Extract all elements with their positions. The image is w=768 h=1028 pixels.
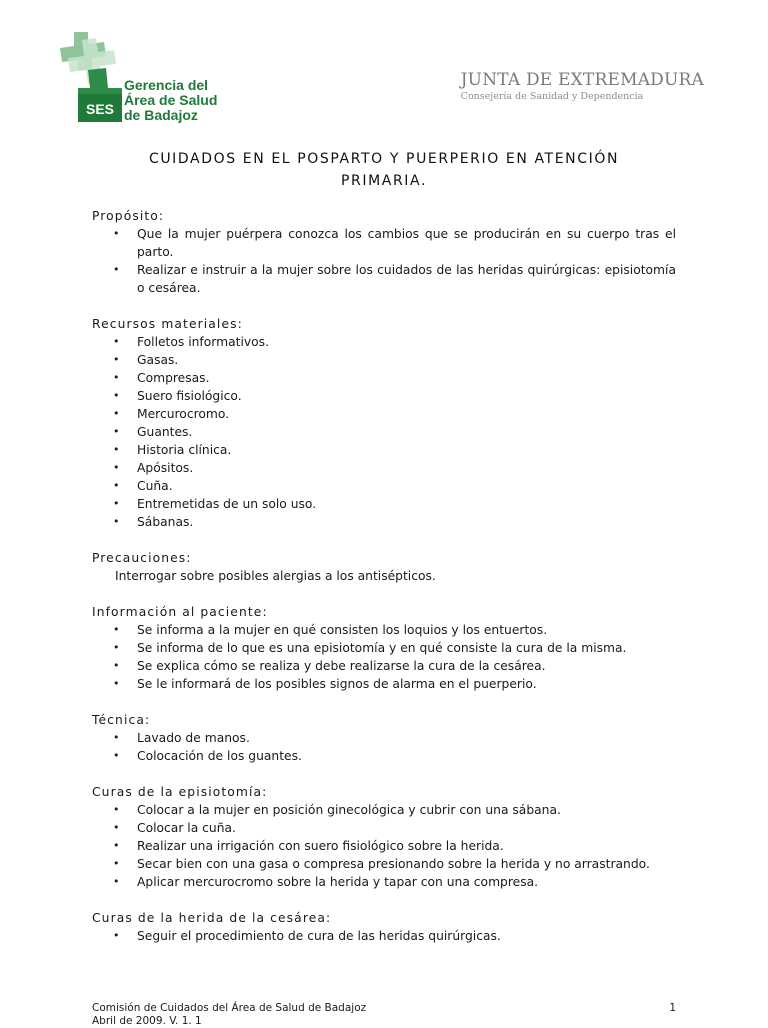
bullet-list — [92, 621, 676, 693]
list-item: • Compresas. — [92, 369, 676, 387]
list-item: • Se informa de lo que es una episiotomía y en qué consiste la cura de la misma. — [92, 639, 676, 657]
section-proposito — [92, 207, 676, 297]
list-item: • Se explica cómo se realiza y debe realizarse la cura de la cesárea. — [92, 657, 676, 675]
list-item: • Secar bien con una gasa o compresa presionando sobre la herida y no arrastrando. — [92, 855, 676, 873]
list-item: • Historia clínica. — [92, 441, 676, 459]
bullet-list — [92, 225, 676, 297]
bullet-list — [92, 801, 676, 891]
list-item: • Sábanas. — [92, 513, 676, 531]
section-title: Curas de la episiotomía: — [92, 785, 268, 799]
bullet-list — [92, 729, 676, 765]
document-title — [100, 148, 668, 192]
bullet-list — [92, 927, 676, 945]
list-item: • Mercurocromo. — [92, 405, 676, 423]
section-episiotomia — [92, 783, 676, 891]
list-item: • Apósitos. — [92, 459, 676, 477]
list-item: • Cuña. — [92, 477, 676, 495]
paragraph: Interrogar sobre posibles alergias a los antisépticos. — [115, 569, 436, 583]
list-item: • Se le informará de los posibles signos de alarma en el puerperio. — [92, 675, 676, 693]
ses-abbr: SES — [85, 101, 115, 117]
section-title: Técnica: — [92, 713, 151, 727]
section-tecnica — [92, 711, 676, 765]
title-line-2: PRIMARIA. — [341, 173, 427, 189]
section-cesarea — [92, 909, 676, 945]
document-body — [92, 207, 676, 963]
list-item: • Colocar la cuña. — [92, 819, 676, 837]
page-number: 1 — [669, 1002, 676, 1014]
section-title: Curas de la herida de la cesárea: — [92, 911, 332, 925]
list-item: • Se informa a la mujer en qué consisten los loquios y los entuertos. — [92, 621, 676, 639]
section-recursos — [92, 315, 676, 531]
list-item: • Folletos informativos. — [92, 333, 676, 351]
list-item: • Colocación de los guantes. — [92, 747, 676, 765]
list-item: • Suero fisiológico. — [92, 387, 676, 405]
logo-text — [124, 78, 217, 123]
list-item: • Entremetidas de un solo uso. — [92, 495, 676, 513]
logo-line-3: de Badajoz — [124, 107, 198, 123]
ses-cross-logo-icon — [58, 30, 124, 125]
footer-line-1: Comisión de Cuidados del Área de Salud de Badajoz — [92, 1002, 367, 1014]
list-item: • Colocar a la mujer en posición ginecológica y cubrir con una sábana. — [92, 801, 676, 819]
list-item: • Que la mujer puérpera conozca los cambios que se producirán en su cuerpo tras el parto. — [92, 225, 676, 261]
section-precauciones — [92, 549, 676, 585]
page-footer — [92, 1002, 676, 1028]
section-title: Información al paciente: — [92, 605, 268, 619]
logo-line-1: Gerencia del — [124, 77, 209, 93]
title-line-1: CUIDADOS EN EL POSPARTO Y PUERPERIO EN ATENCIÓN — [148, 151, 620, 167]
list-item: • Seguir el procedimiento de cura de las heridas quirúrgicas. — [92, 927, 676, 945]
ses-logo — [58, 30, 238, 125]
section-informacion — [92, 603, 676, 693]
institution-name: JUNTA DE EXTREMADURA — [460, 70, 704, 90]
footer-line-2: Abril de 2009. V. 1. 1 — [92, 1015, 202, 1027]
list-item: • Realizar e instruir a la mujer sobre los cuidados de las heridas quirúrgicas: episiotomía o cesárea. — [92, 261, 676, 297]
list-item: • Aplicar mercurocromo sobre la herida y tapar con una compresa. — [92, 873, 676, 891]
institution-block — [461, 70, 704, 102]
list-item: • Realizar una irrigación con suero fisiológico sobre la herida. — [92, 837, 676, 855]
section-title: Recursos materiales: — [92, 317, 243, 331]
bullet-list — [92, 333, 676, 531]
section-title: Precauciones: — [92, 551, 192, 565]
logo-line-2: Área de Salud — [124, 92, 218, 108]
list-item: • Lavado de manos. — [92, 729, 676, 747]
institution-department: Consejería de Sanidad y Dependencia — [460, 91, 644, 102]
list-item: • Guantes. — [92, 423, 676, 441]
section-title: Propósito: — [92, 209, 165, 223]
list-item: • Gasas. — [92, 351, 676, 369]
